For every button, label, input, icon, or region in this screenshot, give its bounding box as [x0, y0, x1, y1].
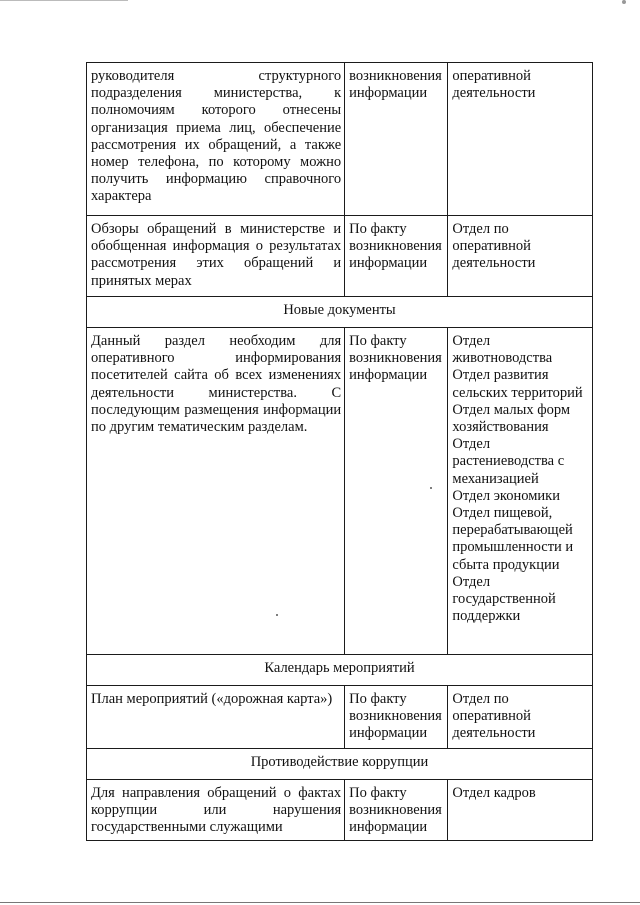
- department-item: Отдел развития сельских территорий: [452, 367, 583, 401]
- table-cell-description: Обзоры обращений в министерстве и обобщенная информация о результатах рассмотрения этих обращений и принятых мерах: [87, 216, 345, 297]
- section-row: [87, 749, 593, 780]
- table-cell-frequency: По факту возникновения информации: [345, 686, 448, 749]
- section-row: [87, 297, 593, 328]
- department-item: Отдел малых форм хозяйствования: [452, 401, 571, 436]
- scan-speck: [430, 487, 432, 489]
- table-cell-description: руководителя структурного подразделения министерства, к полномочиям которого отнесены организация приема лиц, обеспечение рассмотрения их обращений, а также номер телефона, по которому можно получить информацию справочного характера: [87, 63, 345, 216]
- scan-corner-mark: [622, 0, 626, 4]
- table-row: [87, 63, 593, 216]
- table-row: [87, 780, 593, 841]
- information-table: [86, 62, 593, 841]
- scan-speck: [276, 614, 278, 616]
- section-row: [87, 655, 593, 686]
- table-cell-description: Данный раздел необходим для оперативного информирования посетителей сайта об всех изменениях деятельности министерства. С последующим размещения информации по другим тематическим разделам.: [87, 328, 345, 655]
- table-cell-frequency: возникновения информации: [345, 63, 448, 216]
- department-item: Отдел государственной поддержки: [452, 573, 556, 625]
- table-cell-frequency: По факту возникновения информации: [345, 328, 448, 655]
- page-bottom-edge-line: [0, 902, 640, 903]
- department-item: Отдел животноводства: [452, 333, 553, 367]
- department-item: Отдел пищевой, перерабатывающей промышленности и сбыта продукции: [452, 505, 574, 573]
- table-cell-responsible: оперативной деятельности: [448, 63, 593, 216]
- table-cell-responsible: [448, 328, 593, 655]
- department-item: Отдел экономики: [452, 487, 560, 504]
- table-row: [87, 686, 593, 749]
- table-cell-frequency: По факту возникновения информации: [345, 780, 448, 841]
- table-cell-description: Для направления обращений о фактах коррупции или нарушения государственными служащими: [87, 780, 345, 841]
- table-row: [87, 328, 593, 655]
- table-row: [87, 216, 593, 297]
- table-cell-frequency: По факту возникновения информации: [345, 216, 448, 297]
- section-heading-anti-corruption: Противодействие коррупции: [87, 749, 593, 780]
- table-cell-responsible: Отдел по оперативной деятельности: [448, 686, 593, 749]
- page-top-edge-line: [0, 0, 128, 1]
- table-cell-responsible: Отдел кадров: [448, 780, 593, 841]
- section-heading-events-calendar: Календарь мероприятий: [87, 655, 593, 686]
- department-item: Отдел растениеводства с механизацией: [452, 436, 565, 487]
- table-cell-description: План мероприятий («дорожная карта»): [87, 686, 345, 749]
- table-cell-responsible: Отдел по оперативной деятельности: [448, 216, 593, 297]
- section-heading-new-documents: Новые документы: [87, 297, 593, 328]
